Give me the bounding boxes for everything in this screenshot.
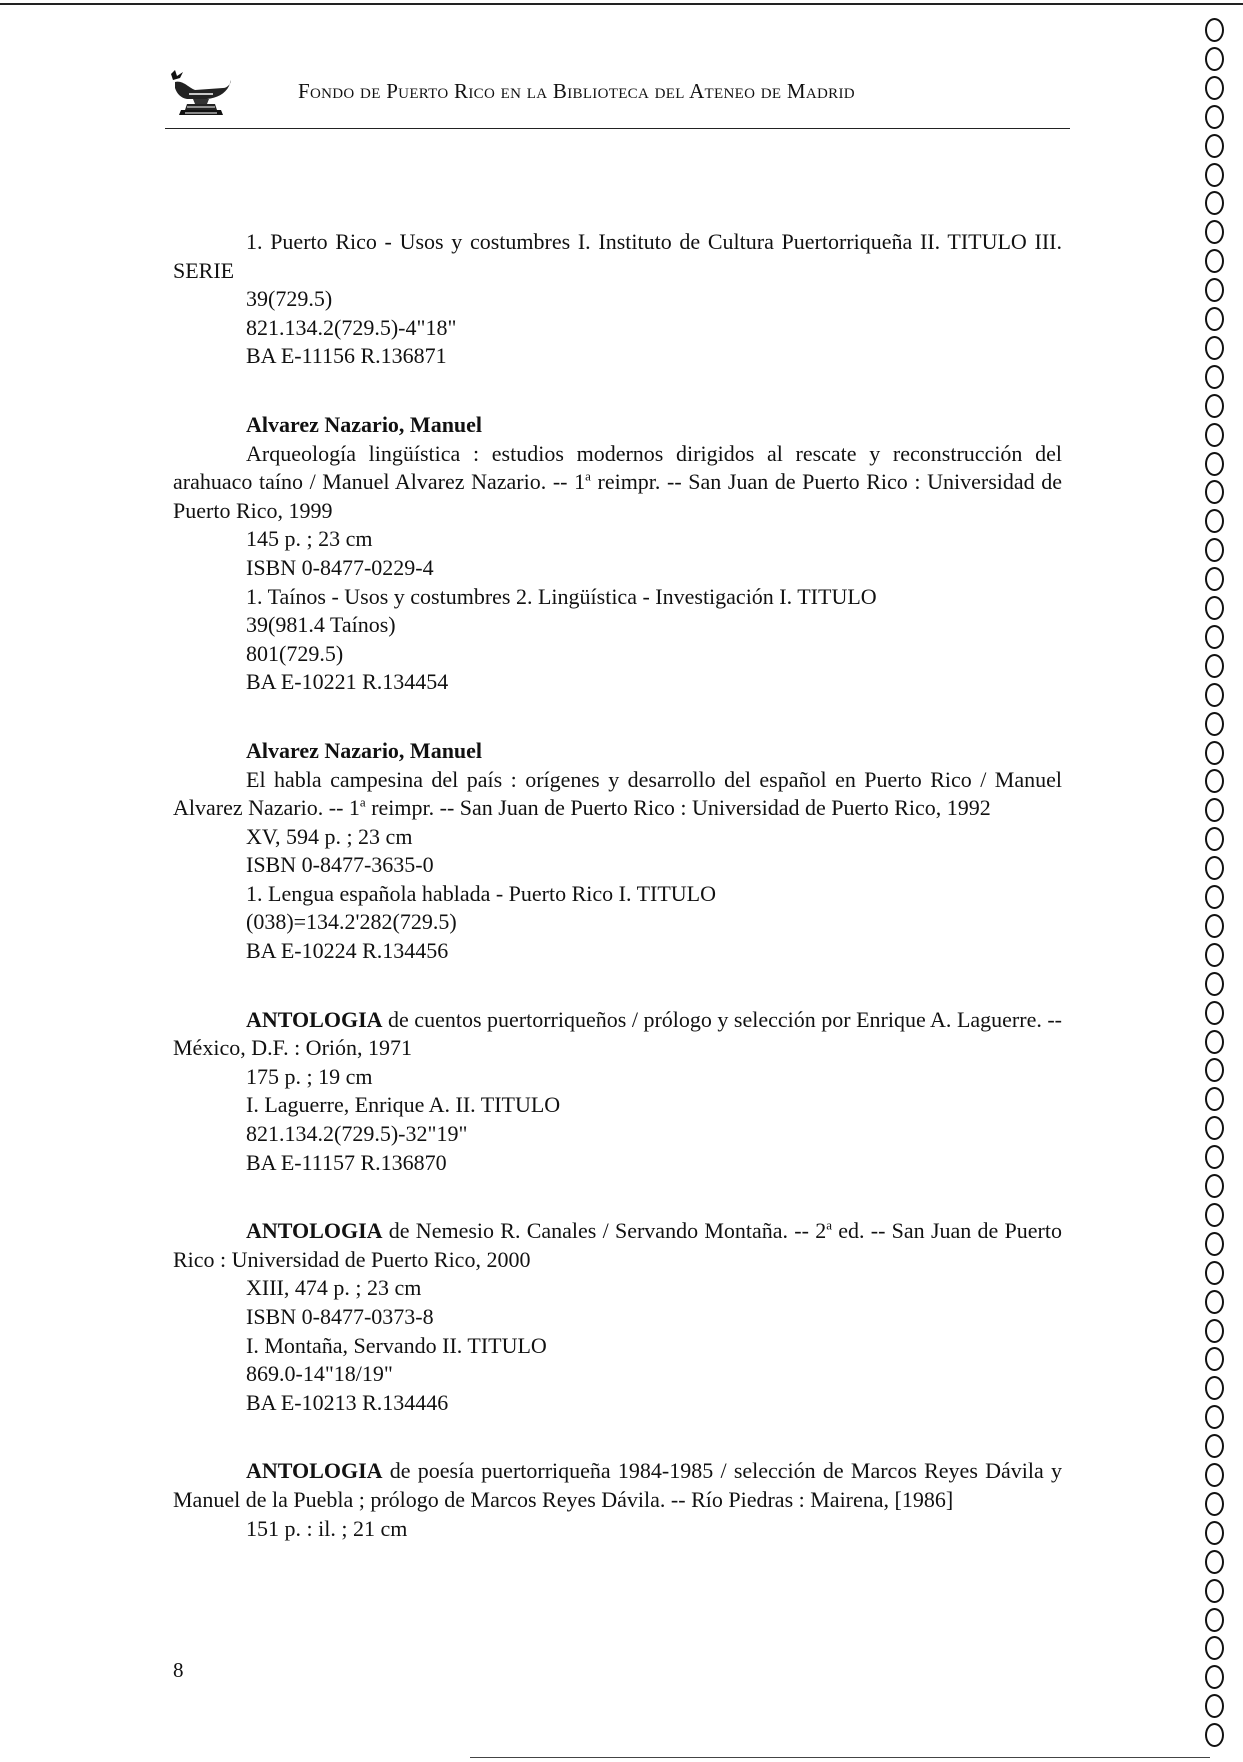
entry-line: ISBN 0-8477-3635-0 xyxy=(246,852,434,878)
ring-binder-hole-icon xyxy=(1205,452,1224,476)
entry-author: Alvarez Nazario, Manuel xyxy=(246,411,483,437)
ring-binder-hole-icon xyxy=(1205,1492,1224,1516)
ring-binder-hole-icon xyxy=(1205,712,1224,736)
entry-line: I. Laguerre, Enrique A. II. TITULO xyxy=(246,1092,561,1118)
ring-binder-hole-icon xyxy=(1205,1030,1224,1054)
ring-binder-hole-icon xyxy=(1205,423,1224,447)
ring-binder-hole-icon xyxy=(1205,1376,1224,1400)
oil-lamp-logo-icon xyxy=(165,68,235,124)
page-number: 8 xyxy=(173,1658,184,1682)
ring-binder-hole-icon xyxy=(1205,1203,1224,1227)
ring-binder-hole-icon xyxy=(1205,509,1224,533)
ring-binder-hole-icon xyxy=(1205,105,1224,129)
entry-line: ISBN 0-8477-0373-8 xyxy=(246,1304,434,1329)
entry-line: ISBN 0-8477-0229-4 xyxy=(246,554,434,580)
ring-binder-hole-icon xyxy=(1205,972,1224,996)
catalog-entry xyxy=(173,737,1062,966)
ring-binder-hole-icon xyxy=(1205,1319,1224,1343)
ring-binder-hole-icon xyxy=(1205,1290,1224,1314)
catalog-entry xyxy=(173,411,1062,697)
ring-binder-hole-icon xyxy=(1205,307,1224,331)
ring-binder-hole-icon xyxy=(1205,1665,1224,1689)
ring-binder-hole-icon xyxy=(1205,220,1224,244)
ring-binder-hole-icon xyxy=(1205,365,1224,389)
ring-binder-hole-icon xyxy=(1205,1463,1224,1487)
ring-binder-hole-icon xyxy=(1205,1608,1224,1632)
ring-binder-hole-icon xyxy=(1205,943,1224,967)
entry-line: 821.134.2(729.5)-32"19" xyxy=(246,1121,468,1147)
ring-binder-hole-icon xyxy=(1205,683,1224,707)
ring-binder-hole-icon xyxy=(1205,596,1224,620)
ring-binder-hole-icon xyxy=(1205,769,1224,793)
ring-binder-hole-icon xyxy=(1205,1434,1224,1458)
ring-binder-hole-icon xyxy=(1205,567,1224,591)
ring-binder-hole-icon xyxy=(1205,914,1224,938)
ring-binder-hole-icon xyxy=(1205,1261,1224,1285)
ring-binder-hole-icon xyxy=(1205,1174,1224,1198)
page-bottom-edge xyxy=(470,1757,1210,1758)
ring-binder-hole-icon xyxy=(1205,827,1224,851)
ring-binder-hole-icon xyxy=(1205,1058,1224,1082)
ring-binder-hole-icon xyxy=(1205,1579,1224,1603)
entry-line: BA E-11157 R.136870 xyxy=(246,1149,447,1175)
entry-line: 151 p. : il. ; 21 cm xyxy=(246,1515,408,1541)
entry-subjects: 1. Puerto Rico - Usos y costumbres I. Instituto de Cultura Puertorriqueña II. TITULO III. SERIE xyxy=(173,229,1062,283)
ring-binder-hole-icon xyxy=(1205,1232,1224,1256)
entry-line: (038)=134.2'282(729.5) xyxy=(246,909,457,935)
ring-binder-hole-icon xyxy=(1205,336,1224,360)
entry-line: BA E-10224 R.134456 xyxy=(246,938,449,964)
ring-binder-hole-icon xyxy=(1205,18,1224,42)
ring-binder-hole-icon xyxy=(1205,134,1224,158)
entry-line: I. Montaña, Servando II. TITULO xyxy=(246,1332,547,1358)
entry-line: 39(729.5) xyxy=(246,286,333,312)
catalog-entry xyxy=(173,1006,1062,1178)
page-header xyxy=(165,62,1070,128)
entry-description: ANTOLOGIA de poesía puertorriqueña 1984-1985 / selección de Marcos Reyes Dávila y Manuel de la Puebla ; prólogo de Marcos Reyes Dávila. -- Río Piedras : Mairena, [1986] xyxy=(173,1458,1062,1512)
header-rule xyxy=(165,128,1070,129)
entry-description: ANTOLOGIA de cuentos puertorriqueños / prólogo y selección por Enrique A. Laguerre. -- México, D.F. : Orión, 1971 xyxy=(173,1006,1062,1061)
entry-line: BA E-11156 R.136871 xyxy=(246,343,447,369)
ring-binder-hole-icon xyxy=(1205,76,1224,100)
ring-binder-hole-icon xyxy=(1205,1116,1224,1140)
ring-binder-hole-icon xyxy=(1205,741,1224,765)
entry-description: Arqueología lingüística : estudios modernos dirigidos al rescate y reconstrucción del arahuaco taíno / Manuel Alvarez Nazario. -- 1$^a$ reimpr. -- San Juan de Puerto Rico : Universidad de Puerto Rico, 1999 xyxy=(173,440,1062,523)
ring-binder-hole-icon xyxy=(1205,856,1224,880)
entry-line: 145 p. ; 23 cm xyxy=(246,526,373,552)
entry-line: BA E-10213 R.134446 xyxy=(246,1389,449,1415)
entry-line: 1. Lengua española hablada - Puerto Rico I. TITULO xyxy=(246,880,717,906)
ring-binder-hole-icon xyxy=(1205,798,1224,822)
ring-binder-hole-icon xyxy=(1205,1145,1224,1169)
entry-line: BA E-10221 R.134454 xyxy=(246,669,449,695)
entry-line: 821.134.2(729.5)-4"18" xyxy=(246,314,457,340)
ring-binder-hole-icon xyxy=(1205,278,1224,302)
ring-binder-hole-icon xyxy=(1205,1405,1224,1429)
ring-binder-hole-icon xyxy=(1205,1087,1224,1111)
ring-binder-hole-icon xyxy=(1205,1694,1224,1718)
ring-binder-hole-icon xyxy=(1205,885,1224,909)
ring-binder-hole-icon xyxy=(1205,1636,1224,1660)
page-top-edge xyxy=(0,3,1243,5)
entry-line: XV, 594 p. ; 23 cm xyxy=(246,823,413,849)
ring-binder-hole-icon xyxy=(1205,394,1224,418)
ring-binder-hole-icon xyxy=(1205,538,1224,562)
ring-binder-hole-icon xyxy=(1205,625,1224,649)
catalog-content xyxy=(173,228,1062,1583)
entry-line: 39(981.4 Taínos) xyxy=(246,612,396,638)
ring-binder-hole-icon xyxy=(1205,1521,1224,1545)
ring-binder-hole-icon xyxy=(1205,191,1224,215)
entry-line: XIII, 474 p. ; 23 cm xyxy=(246,1275,422,1301)
catalog-entry xyxy=(173,1217,1062,1417)
ring-binder-hole-icon xyxy=(1205,1347,1224,1371)
entry-line: 175 p. ; 19 cm xyxy=(246,1063,373,1089)
ring-binder-hole-icon xyxy=(1205,163,1224,187)
binding-holes xyxy=(1205,10,1235,1760)
catalog-entry-continued xyxy=(173,228,1062,371)
entry-description: ANTOLOGIA de Nemesio R. Canales / Servando Montaña. -- 2$^a$ ed. -- San Juan de Puerto Rico : Universidad de Puerto Rico, 2000 xyxy=(173,1217,1062,1272)
header-title: Fondo de Puerto Rico en la Biblioteca del Ateneo de Madrid xyxy=(298,79,855,103)
entry-line: 801(729.5) xyxy=(246,640,344,666)
entry-line: 869.0-14"18/19" xyxy=(246,1361,393,1387)
entry-description: El habla campesina del país : orígenes y desarrollo del español en Puerto Rico / Manuel Alvarez Nazario. -- 1$^a$ reimpr. -- San Juan de Puerto Rico : Universidad de Puerto Rico, 1992 xyxy=(173,766,1062,821)
ring-binder-hole-icon xyxy=(1205,480,1224,504)
ring-binder-hole-icon xyxy=(1205,249,1224,273)
entry-author: Alvarez Nazario, Manuel xyxy=(246,737,483,763)
entry-line: 1. Taínos - Usos y costumbres 2. Lingüística - Investigación I. TITULO xyxy=(246,583,877,609)
ring-binder-hole-icon xyxy=(1205,1723,1224,1747)
ring-binder-hole-icon xyxy=(1205,1550,1224,1574)
catalog-entry xyxy=(173,1457,1062,1543)
ring-binder-hole-icon xyxy=(1205,654,1224,678)
ring-binder-hole-icon xyxy=(1205,47,1224,71)
ring-binder-hole-icon xyxy=(1205,1001,1224,1025)
